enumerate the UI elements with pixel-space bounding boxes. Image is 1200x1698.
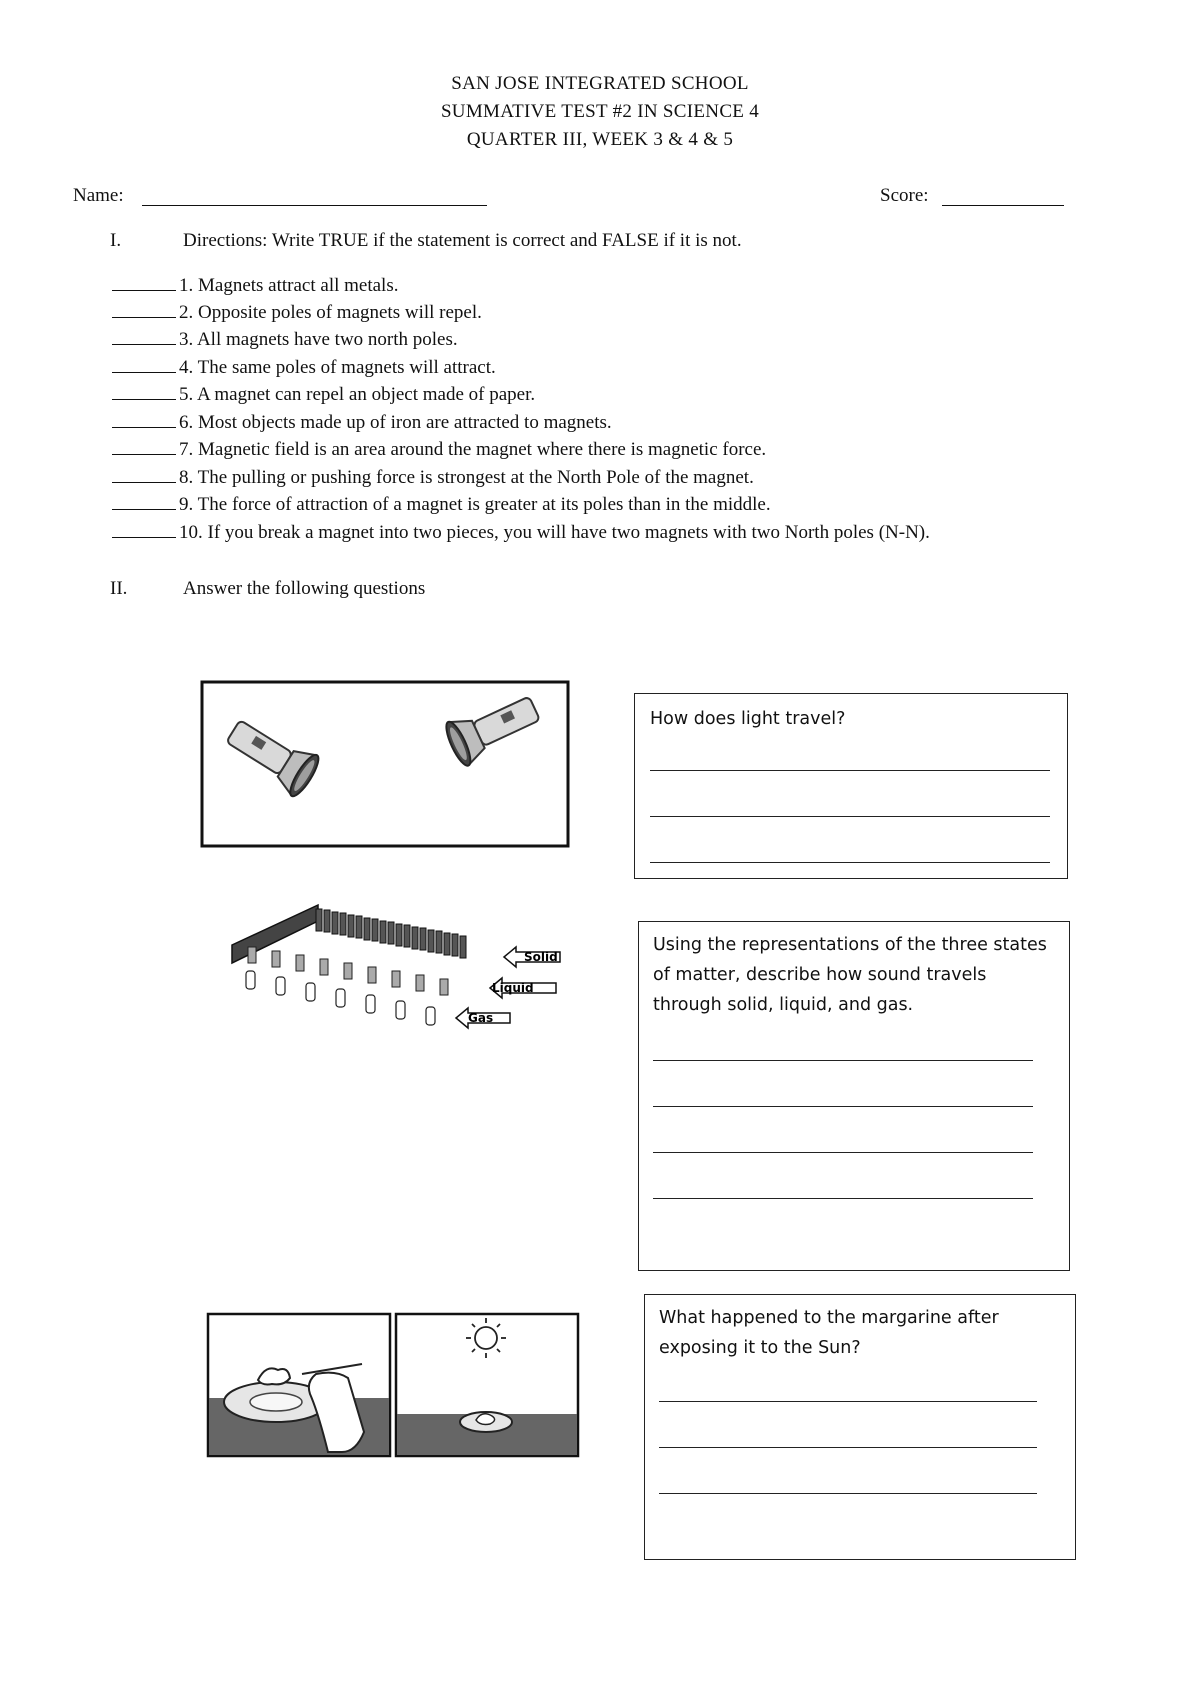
answer-line[interactable] — [659, 1493, 1037, 1494]
liquid-label: Liquid — [492, 981, 534, 995]
answer-blank[interactable] — [112, 358, 176, 373]
melted-margarine-plate-icon — [460, 1412, 512, 1432]
flashlights-image — [200, 680, 570, 848]
question-light-text: How does light travel? — [650, 709, 846, 729]
answer-blank[interactable] — [112, 330, 176, 345]
answer-line[interactable] — [659, 1401, 1037, 1402]
question-margarine-text: What happened to the margarine after exposing it to the Sun? — [659, 1308, 999, 1358]
gas-particles — [246, 971, 435, 1025]
answer-line[interactable] — [653, 1152, 1033, 1153]
score-blank[interactable] — [942, 205, 1064, 206]
solid-label: Solid — [524, 950, 558, 964]
answer-blank[interactable] — [112, 495, 176, 510]
name-blank[interactable] — [142, 205, 487, 206]
answer-line[interactable] — [653, 1060, 1033, 1061]
section-1-directions: Directions: Write TRUE if the statement is correct and FALSE if it is not. — [183, 230, 742, 251]
quarter-week: QUARTER III, WEEK 3 & 4 & 5 — [466, 129, 734, 150]
answer-line[interactable] — [650, 862, 1050, 863]
answer-blank[interactable] — [112, 385, 176, 400]
list-item: 6. Most objects made up of iron are attracted to magnets. — [112, 412, 612, 434]
answer-line[interactable] — [653, 1198, 1033, 1199]
solid-particles — [316, 909, 466, 958]
question-box-light — [634, 693, 1068, 879]
answer-line[interactable] — [650, 816, 1050, 817]
list-item: 3. All magnets have two north poles. — [112, 329, 458, 351]
school-name: SAN JOSE INTEGRATED SCHOOL — [451, 73, 749, 94]
answer-blank[interactable] — [112, 303, 176, 318]
answer-line[interactable] — [653, 1106, 1033, 1107]
list-item: 5. A magnet can repel an object made of paper. — [112, 384, 535, 406]
answer-blank[interactable] — [112, 440, 176, 455]
test-title: SUMMATIVE TEST #2 IN SCIENCE 4 — [440, 101, 760, 122]
list-item: 4. The same poles of magnets will attract. — [112, 357, 496, 379]
section-1-numeral: I. — [110, 230, 122, 251]
list-item: 8. The pulling or pushing force is strongest at the North Pole of the magnet. — [112, 467, 754, 489]
answer-blank[interactable] — [112, 276, 176, 291]
list-item: 7. Magnetic field is an area around the magnet where there is magnetic force. — [112, 439, 766, 461]
states-of-matter-image — [228, 895, 568, 1045]
section-2-numeral: II. — [110, 578, 128, 599]
question-box-margarine — [644, 1294, 1076, 1560]
score-label: Score: — [880, 185, 929, 206]
answer-blank[interactable] — [112, 468, 176, 483]
section-2-instruction: Answer the following questions — [183, 578, 426, 599]
list-item: 10. If you break a magnet into two pieces, you will have two magnets with two North poles (N-N). — [112, 522, 930, 544]
list-item: 1. Magnets attract all metals. — [112, 275, 398, 297]
question-box-sound — [638, 921, 1070, 1271]
answer-line[interactable] — [659, 1447, 1037, 1448]
margarine-image — [206, 1312, 580, 1458]
answer-line[interactable] — [650, 770, 1050, 771]
list-item: 9. The force of attraction of a magnet is greater at its poles than in the middle. — [112, 494, 771, 516]
answer-blank[interactable] — [112, 413, 176, 428]
name-label: Name: — [73, 185, 124, 206]
question-sound-text: Using the representations of the three states of matter, describe how sound travels through solid, liquid, and gas. — [653, 935, 1047, 1015]
answer-blank[interactable] — [112, 523, 176, 538]
gas-label: Gas — [468, 1011, 494, 1025]
list-item: 2. Opposite poles of magnets will repel. — [112, 302, 482, 324]
